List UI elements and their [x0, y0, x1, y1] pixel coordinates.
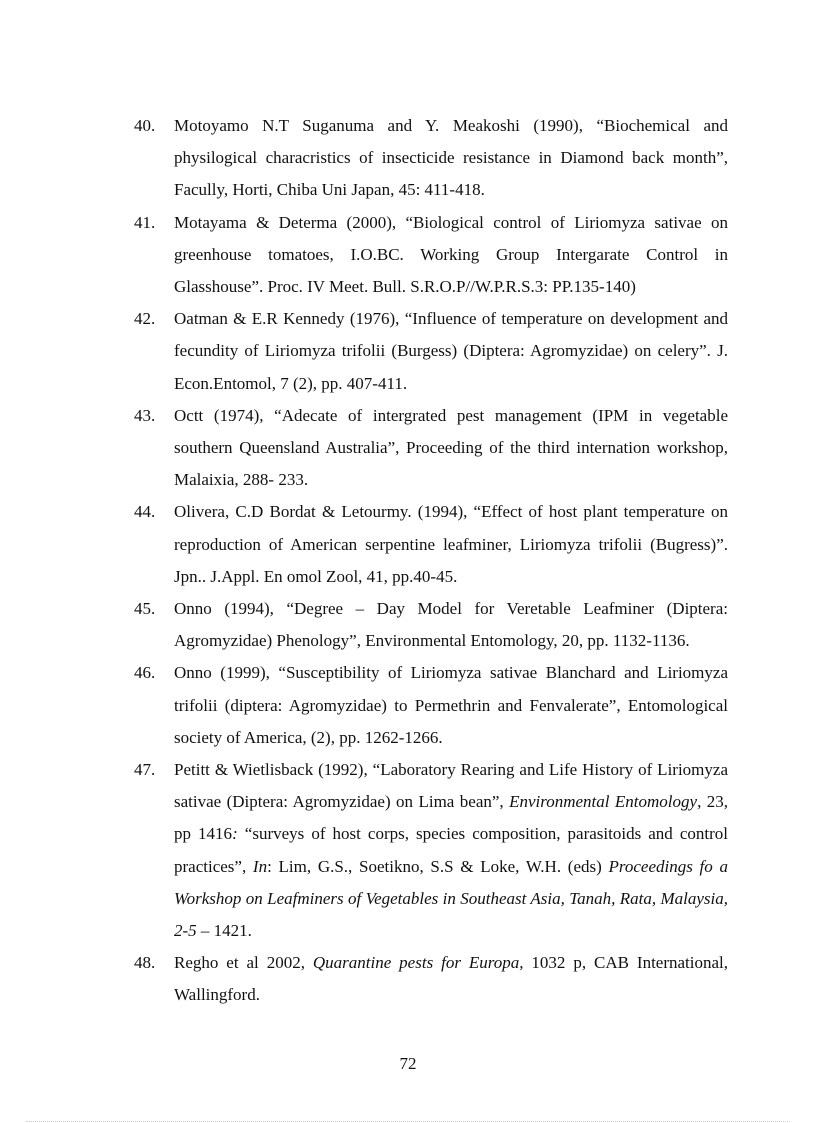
reference-number: 43. — [134, 405, 156, 425]
reference-text — [174, 754, 728, 947]
reference-italic-segment: In — [252, 856, 268, 876]
reference-italic-segment: Quarantine pests for Europa, — [312, 953, 524, 973]
reference-text-segment: Oatman & E.R Kennedy (1976), “Influence of temperature on development and fecundity of Liriomyza trifolii (Burgess) (Diptera: Agromyzidae) on celery”. J. Econ.Entomol, 7 (2), pp. 407-411. — [174, 309, 728, 393]
reference-text-segment: , 23, pp 1416 — [174, 792, 728, 844]
reference-item — [134, 947, 728, 1011]
reference-number: 45. — [134, 599, 156, 619]
reference-text-segment: Onno (1999), “Susceptibility of Liriomyza sativae Blanchard and Liriomyza trifolii (diptera: Agromyzidae) to Permethrin and Fenvalerate”, Entomological society of America, (2), pp. 1262-1266. — [174, 663, 728, 747]
reference-italic-segment: Environmental Entomology — [509, 792, 698, 812]
reference-text-segment: Onno (1994), “Degree – Day Model for Veretable Leafminer (Diptera: Agromyzidae) Phenology”, Environmental Entomology, 20, pp. 1132-1136. — [174, 599, 728, 651]
reference-item — [134, 110, 728, 207]
reference-text — [174, 496, 728, 593]
reference-text-segment: Regho et al 2002, — [174, 953, 313, 973]
reference-text-segment: Olivera, C.D Bordat & Letourmy. (1994), “Effect of host plant temperature on reproduction of American serpentine leafminer, Liriomyza trifolii (Bugress)”. Jpn.. J.Appl. En omol Zool, 41, pp.40-45. — [174, 502, 728, 586]
reference-number: 41. — [134, 212, 156, 232]
reference-text-segment: Petitt & Wietlisback (1992), “Laboratory Rearing and Life History of Liriomyza sativae (Diptera: Agromyzidae) on Lima bean”, — [174, 760, 728, 812]
reference-text — [174, 110, 728, 207]
reference-text-segment: : Lim, G.S., Soetikno, S.S & Loke, W.H. (eds) — [267, 856, 609, 876]
reference-item — [134, 207, 728, 304]
reference-item — [134, 400, 728, 497]
reference-item — [134, 303, 728, 400]
reference-number: 44. — [134, 502, 156, 522]
reference-text — [174, 657, 728, 754]
reference-number: 46. — [134, 663, 156, 683]
reference-list — [134, 110, 728, 1012]
reference-italic-segment: Proceedings fo a Workshop on Leafminers of Vegetables in Southeast Asia, Tanah, Rata, Malaysia, 2-5 — [174, 856, 728, 941]
reference-item — [134, 593, 728, 657]
reference-text-segment: 1032 p, CAB International, Wallingford. — [174, 953, 729, 1005]
reference-text-segment: “surveys of host corps, species composition, parasitoids and control practices”, — [174, 824, 728, 876]
reference-item — [134, 754, 728, 947]
reference-text — [174, 400, 728, 497]
reference-text-segment: Motayama & Determa (2000), “Biological control of Liriomyza sativae on greenhouse tomatoes, I.O.BC. Working Group Intergarate Control in Glasshouse”. Proc. IV Meet. Bull. S.R.O.P//W.P.R.S.3: PP.135-140) — [174, 212, 728, 297]
reference-number: 48. — [134, 953, 156, 973]
reference-number: 42. — [134, 309, 156, 329]
reference-item — [134, 657, 728, 754]
reference-number: 47. — [134, 760, 156, 780]
page-bottom-divider — [26, 1121, 790, 1122]
reference-text-segment: Octt (1974), “Adecate of intergrated pest management (IPM in vegetable southern Queensland Australia”, Proceeding of the third internation workshop, Malaixia, 288- 233. — [174, 405, 728, 490]
reference-text — [174, 303, 728, 400]
reference-text-segment: – 1421. — [196, 921, 252, 941]
reference-text — [174, 593, 728, 657]
page-number: 72 — [399, 1054, 417, 1073]
reference-text — [174, 207, 728, 304]
reference-item — [134, 496, 728, 593]
reference-number: 40. — [134, 116, 156, 135]
reference-text-segment: Motoyamo N.T Suganuma and Y. Meakoshi (1990), “Biochemical and physilogical characristics of insecticide resistance in Diamond back month”, Facully, Horti, Chiba Uni Japan, 45: 411-418. — [174, 116, 728, 200]
reference-italic-segment: : — [232, 824, 238, 844]
reference-text — [174, 947, 728, 1011]
